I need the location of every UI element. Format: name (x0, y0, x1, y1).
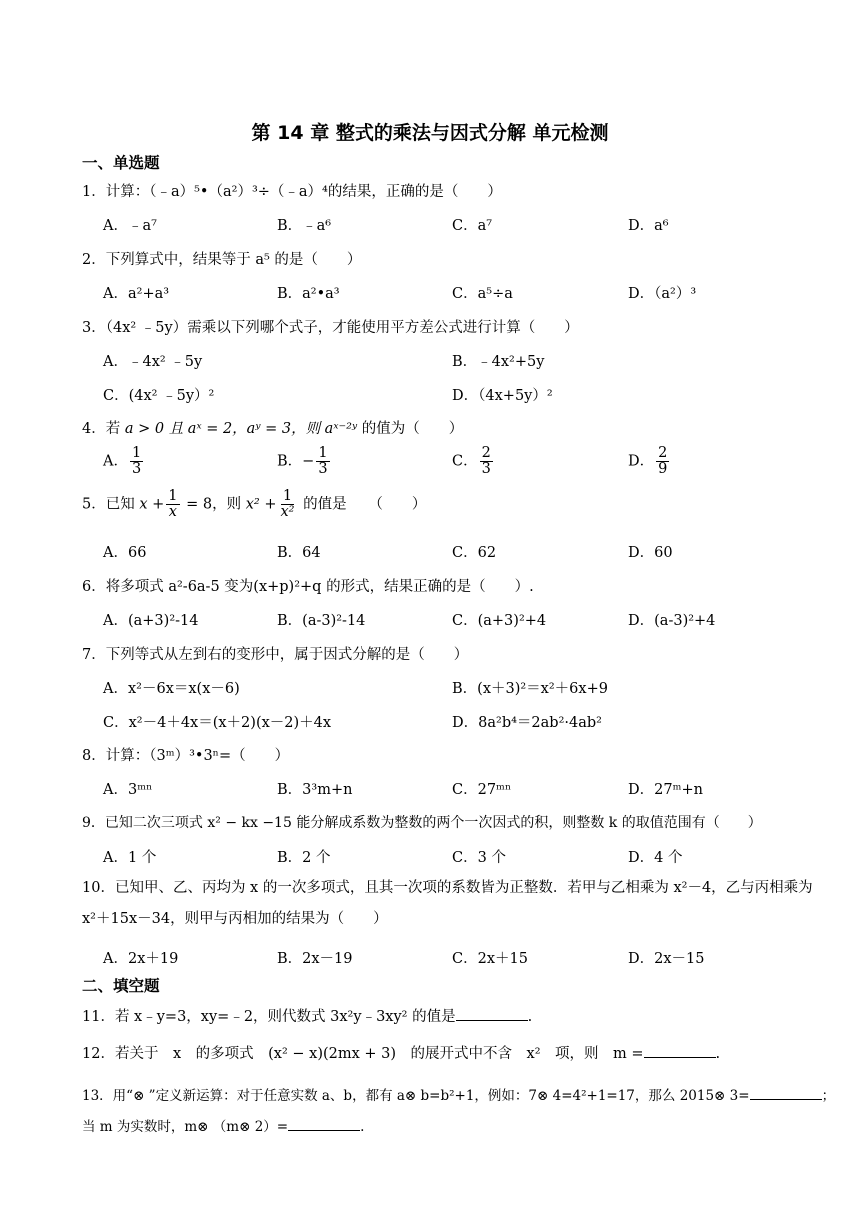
q4-option-d[interactable]: D． $\frac{2}{9}$ (628, 445, 668, 478)
q8-option-d[interactable]: D．27ᵐ+n (628, 782, 703, 798)
q5-option-a[interactable]: A．66 (103, 545, 147, 561)
q9-option-c[interactable]: C．3 个 (452, 850, 506, 866)
q6-option-d[interactable]: D．(a-3)²+4 (628, 613, 716, 629)
question-8-stem: 8．计算：（3ᵐ）³•3ⁿ=（ ） (82, 748, 290, 764)
q2-option-a[interactable]: A．a²+a³ (103, 286, 170, 302)
question-7-stem: 7．下列等式从左到右的变形中，属于因式分解的是（ ） (82, 647, 469, 663)
question-2-stem: 2．下列算式中，结果等于 a⁵ 的是（ ） (82, 252, 362, 268)
q8-option-a[interactable]: A．3ᵐⁿ (103, 782, 153, 798)
q7-option-b[interactable]: B．(x＋3)²＝x²＋6x+9 (452, 681, 608, 697)
q9-option-b[interactable]: B．2 个 (277, 850, 331, 866)
q7-option-a[interactable]: A．x²－6x＝x(x－6) (103, 681, 240, 697)
q3-option-d[interactable]: D．（4x+5y）² (452, 388, 553, 404)
section-heading-single-choice: 一、单选题 (82, 154, 160, 172)
q13-answer-blank-2[interactable] (288, 1116, 360, 1131)
question-13-line1: 13．用“⊗ ”定义新运算：对于任意实数 a、b，都有 a⊗ b=b²+1，例如：7⊗ 4=4²+1=17，那么 2015⊗ 3= ； (82, 1084, 835, 1104)
q8-option-c[interactable]: C．27ᵐⁿ (452, 782, 512, 798)
q10-option-d[interactable]: D．2x－15 (628, 951, 705, 967)
q12-answer-blank[interactable] (644, 1043, 716, 1058)
q10-option-b[interactable]: B．2x－19 (277, 951, 353, 967)
q5-option-b[interactable]: B．64 (277, 545, 321, 561)
q5-option-d[interactable]: D．60 (628, 545, 673, 561)
question-11: 11．若 x﹣y=3，xy=﹣2，则代数式 3x²y﹣3xy² 的值是 . (82, 1005, 532, 1026)
q1-option-d[interactable]: D．a⁶ (628, 218, 669, 234)
question-3-stem: 3．（4x² ﹣5y）需乘以下列哪个式子，才能使用平方差公式进行计算（ ） (82, 320, 579, 336)
page-title: 第 14 章 整式的乘法与因式分解 单元检测 (251, 122, 609, 144)
q10-option-c[interactable]: C．2x＋15 (452, 951, 528, 967)
q4-option-b[interactable]: B．− $\frac{1}{3}$ (277, 445, 328, 478)
question-1-stem: 1．计算：（﹣a）⁵•（a²）³÷（﹣a）⁴的结果，正确的是（ ） (82, 184, 502, 200)
question-12: 12．若关于 x 的多项式 (x² − x)(2mx + 3) 的展开式中不含 x² 项，则 m = . (82, 1042, 720, 1063)
q4-option-c[interactable]: C． $\frac{2}{3}$ (452, 445, 491, 478)
question-6-stem: 6．将多项式 a²-6a-5 变为(x+p)²+q 的形式，结果正确的是（ ）. (82, 579, 534, 595)
question-10-stem: 10．已知甲、乙、丙均为 x 的一次多项式，且其一次项的系数皆为正整数．若甲与乙相乘为 x²－4，乙与丙相乘为 x²＋15x－34，则甲与丙相加的结果为（ ） (82, 880, 813, 927)
q6-option-b[interactable]: B．(a-3)²-14 (277, 613, 366, 629)
q7-option-c[interactable]: C．x²－4＋4x＝(x＋2)(x－2)＋4x (103, 715, 332, 731)
q3-option-b[interactable]: B．﹣4x²+5y (452, 354, 545, 370)
q1-option-c[interactable]: C．a⁷ (452, 218, 493, 234)
q8-option-b[interactable]: B．3³m+n (277, 782, 353, 798)
section-heading-fill-in: 二、填空题 (82, 977, 160, 995)
q9-option-d[interactable]: D．4 个 (628, 850, 683, 866)
q3-option-c[interactable]: C．(4x² ﹣5y）² (103, 388, 215, 404)
question-13-line2: 当 m 为实数时，m⊗ （m⊗ 2）= . (82, 1115, 364, 1135)
q5-option-c[interactable]: C．62 (452, 545, 497, 561)
q2-option-b[interactable]: B．a²•a³ (277, 286, 340, 302)
question-4-stem: 4．若 a > 0 且 aˣ = 2，aʸ = 3，则 aˣ⁻²ʸ 的值为（ ） (82, 421, 464, 437)
q13-answer-blank-1[interactable] (750, 1085, 822, 1100)
q9-option-a[interactable]: A．1 个 (103, 850, 157, 866)
q2-option-d[interactable]: D．（a²）³ (628, 286, 697, 302)
q4-option-a[interactable]: A． $\frac{1}{3}$ (103, 445, 142, 478)
q11-answer-blank[interactable] (456, 1006, 528, 1021)
question-5-stem: 5．已知 x + $\frac{1}{x}$ = 8，则 x² + $\frac{1}{\text{x²}}$ 的值是 （ ） (82, 488, 427, 521)
q10-option-a[interactable]: A．2x＋19 (103, 951, 179, 967)
q6-option-c[interactable]: C．(a+3)²+4 (452, 613, 547, 629)
q7-option-d[interactable]: D．8a²b⁴＝2ab²·4ab² (452, 715, 602, 731)
q1-option-b[interactable]: B．﹣a⁶ (277, 218, 332, 234)
q1-option-a[interactable]: A．﹣a⁷ (103, 218, 157, 234)
question-9-stem: 9．已知二次三项式 x² − kx −15 能分解成系数为整数的两个一次因式的积，则整数 k 的取值范围有（ ） (82, 815, 762, 831)
q2-option-c[interactable]: C．a⁵÷a (452, 286, 513, 302)
q6-option-a[interactable]: A．(a+3)²-14 (103, 613, 199, 629)
q3-option-a[interactable]: A．﹣4x² ﹣5y (103, 354, 203, 370)
